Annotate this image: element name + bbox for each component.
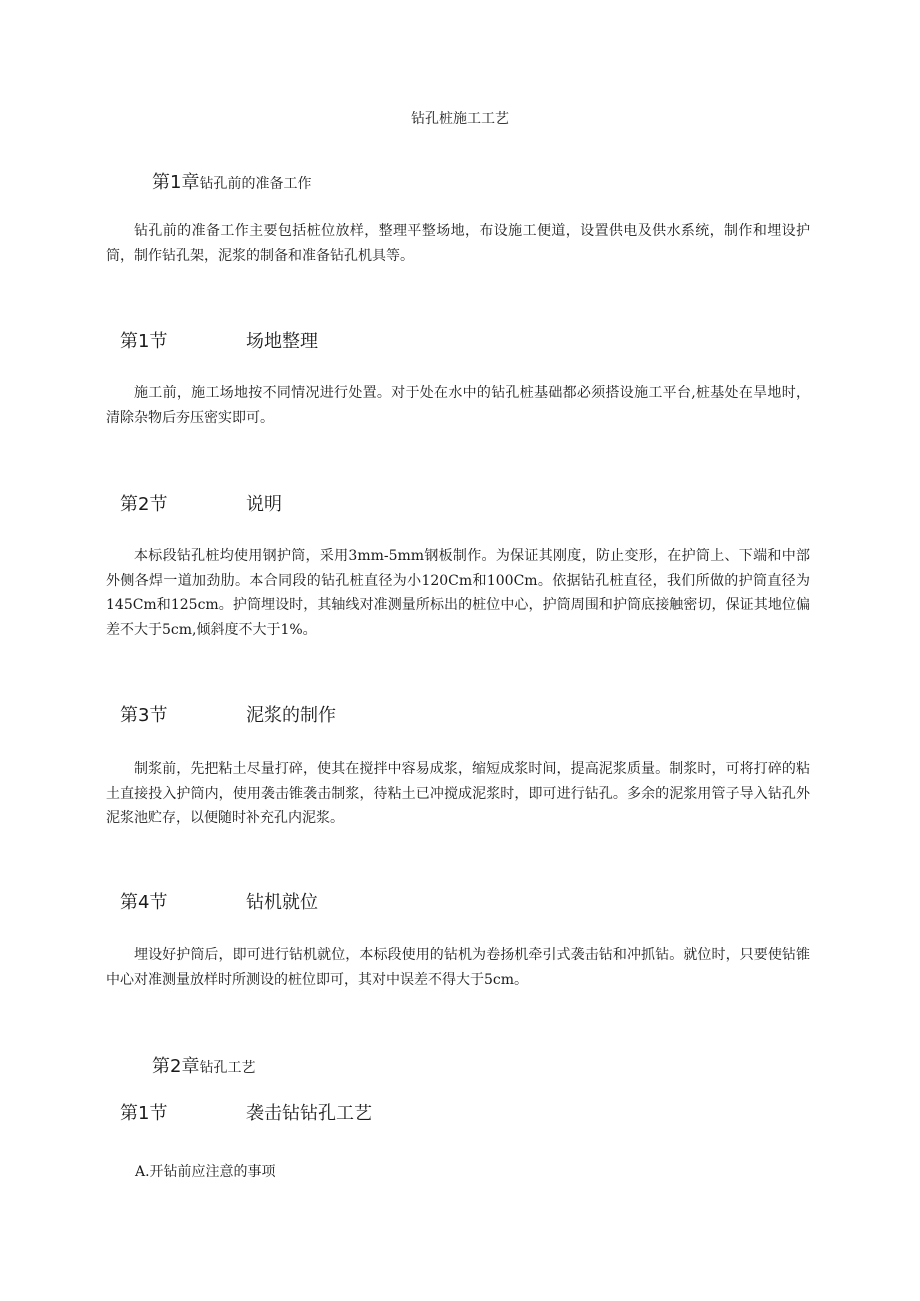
chapter-name: 钻孔前的准备工作	[199, 176, 312, 192]
section-name: 袭击钻钻孔工艺	[246, 1103, 372, 1124]
section-3-heading	[120, 701, 336, 727]
section-1-paragraph: 施工前，施工场地按不同情况进行处置。对于处在水中的钻孔桩基础都必须搭设施工平台,桩基处在旱地时，清除杂物后夯压密实即可。	[106, 385, 810, 426]
chapter-number: 第1章	[152, 172, 200, 193]
section-number: 第2节	[120, 494, 168, 515]
section-name: 说明	[246, 494, 282, 515]
chapter-2-section-1-heading	[120, 1099, 372, 1125]
section-number: 第3节	[120, 705, 168, 726]
section-number: 第4节	[120, 892, 168, 913]
section-1-heading	[120, 327, 318, 353]
chapter-1-heading	[152, 166, 311, 194]
section-name: 场地整理	[246, 331, 318, 352]
document-title: 钻孔桩施工工艺	[411, 111, 509, 127]
section-3-paragraph: 制浆前，先把粘土尽量打碎，使其在搅拌中容易成浆，缩短成浆时间，提高泥浆质量。制浆时，可将打碎的粘土直接投入护筒内，使用袭击锥袭击制浆，待粘土已冲搅成泥浆时，即可进行钻孔。多余的泥浆用管子导入钻孔外泥浆池贮存，以便随时补充孔内泥浆。	[106, 761, 810, 826]
chapter-2-heading	[152, 1050, 255, 1078]
list-item: A.开钻前应注意的事项	[135, 1164, 276, 1180]
section-number: 第1节	[120, 331, 168, 352]
chapter-number: 第2章	[152, 1056, 200, 1077]
section-number: 第1节	[120, 1103, 168, 1124]
section-4-paragraph: 埋设好护筒后，即可进行钻机就位，本标段使用的钻机为卷扬机牵引式袭击钻和冲抓钻。就位时，只要使钻锥中心对准测量放样时所测设的桩位即可，其对中误差不得大于5cm。	[106, 947, 810, 988]
section-4-heading	[120, 888, 318, 914]
section-2-heading	[120, 490, 282, 516]
section-name: 泥浆的制作	[246, 705, 336, 726]
chapter-1-intro: 钻孔前的准备工作主要包括桩位放样，整理平整场地，布设施工便道，设置供电及供水系统，制作和埋设护筒，制作钻孔架，泥浆的制备和准备钻孔机具等。	[106, 223, 810, 264]
section-name: 钻机就位	[246, 892, 318, 913]
section-2-paragraph: 本标段钻孔桩均使用钢护筒，采用3mm-5mm钢板制作。为保证其刚度，防止变形，在护筒上、下端和中部外侧各焊一道加劲肋。本合同段的钻孔桩直径为小120Cm和100Cm。依据钻孔桩直径，我们所做的护筒直径为145Cm和125cm。护筒埋设时，其轴线对准测量所标出的桩位中心，护筒周围和护筒底接触密切，保证其地位偏差不大于5cm,倾斜度不大于1%。	[106, 548, 810, 638]
chapter-name: 钻孔工艺	[199, 1060, 256, 1076]
